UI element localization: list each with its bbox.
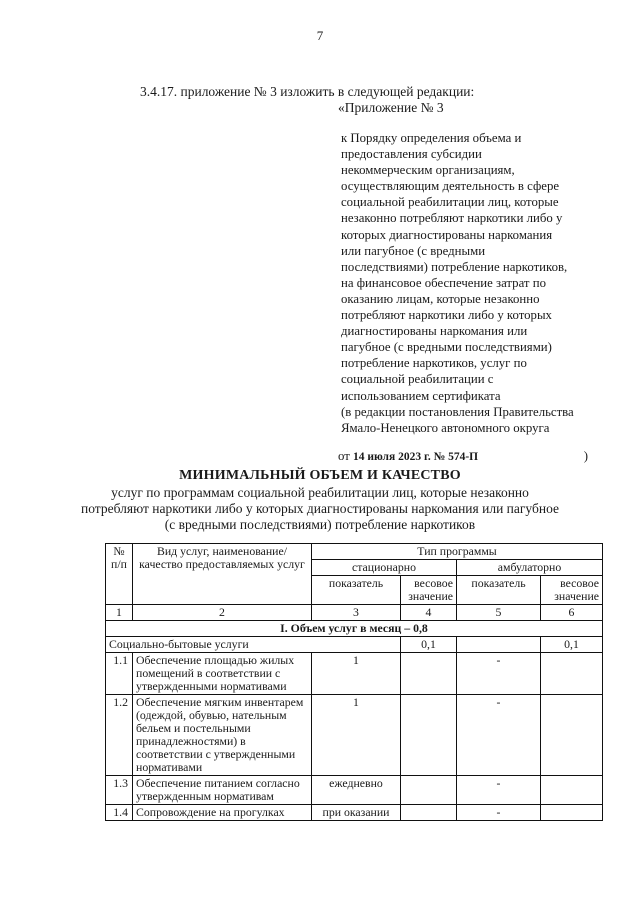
note-line: незаконно потребляют наркотики либо у	[341, 211, 563, 226]
edition-line	[338, 449, 588, 464]
row-number: 1.3	[106, 776, 133, 805]
appendix-note	[341, 130, 611, 436]
row-weight-ambulatory	[541, 776, 603, 805]
note-line: некоммерческим организациям,	[341, 163, 515, 178]
row-service: Сопровождение на прогулках	[133, 805, 312, 821]
row-weight-stationary	[401, 653, 457, 695]
document-subtitle: услуг по программам социальной реабилитации лиц, которые незаконно потребляют наркотики либо у которых диагностированы наркомания или пагубное (с вредными последствиями) потребление наркотиков	[80, 485, 559, 532]
amendment-intro: 3.4.17. приложение № 3 изложить в следующей редакции:	[140, 84, 475, 99]
note-line: использованием сертификата	[341, 388, 501, 403]
edition-close: )	[583, 449, 588, 463]
note-line: к Порядку определения объема и	[341, 131, 522, 145]
row-weight-ambulatory	[541, 653, 603, 695]
page-number: 7	[316, 28, 324, 43]
table-row	[106, 653, 603, 695]
note-line: на финансовое обеспечение затрат по	[341, 275, 546, 290]
section-title: I. Объем услуг в месяц – 0,8	[106, 621, 603, 637]
row-number: 1.4	[106, 805, 133, 821]
column-number: 6	[541, 605, 603, 621]
row-indicator-ambulatory: -	[457, 653, 541, 695]
row-indicator-stationary: ежедневно	[312, 776, 401, 805]
column-number: 5	[457, 605, 541, 621]
row-weight-stationary	[401, 805, 457, 821]
note-line: или пагубное (с вредными	[341, 243, 486, 258]
table-row	[106, 776, 603, 805]
note-line: диагностированы наркомания или	[341, 324, 528, 339]
group-empty-cell	[457, 637, 541, 653]
group-weight-stationary: 0,1	[401, 637, 457, 653]
row-indicator-stationary: при оказании	[312, 805, 401, 821]
table-row	[106, 805, 603, 821]
header-weight-stationary: весовое значение	[401, 576, 457, 605]
row-service: Обеспечение площадью жилых помещений в соответствии с утвержденными нормативами	[133, 653, 312, 695]
column-number: 1	[106, 605, 133, 621]
note-line: (в редакции постановления Правительства	[341, 404, 574, 419]
row-indicator-stationary: 1	[312, 653, 401, 695]
column-number: 2	[133, 605, 312, 621]
note-line: оказанию лицам, которые незаконно	[341, 291, 540, 306]
column-number-row	[106, 605, 603, 621]
row-indicator-ambulatory: -	[457, 776, 541, 805]
note-line: пагубное (с вредными последствиями)	[341, 340, 552, 355]
note-line: потребляют наркотики либо у которых	[341, 308, 552, 323]
row-number: 1.2	[106, 695, 133, 776]
group-name: Социально-бытовые услуги	[106, 637, 401, 653]
group-weight-ambulatory: 0,1	[541, 637, 603, 653]
header-indicator-ambulatory: показатель	[457, 576, 541, 605]
header-weight-ambulatory: весовое значение	[541, 576, 603, 605]
note-line: социальной реабилитации лиц, которые	[341, 195, 559, 210]
column-number: 4	[401, 605, 457, 621]
row-indicator-ambulatory: -	[457, 695, 541, 776]
note-line: предоставления субсидии	[341, 147, 482, 162]
note-line: осуществляющим деятельность в сфере	[341, 179, 560, 194]
row-number: 1.1	[106, 653, 133, 695]
column-number: 3	[312, 605, 401, 621]
header-stationary: стационарно	[312, 560, 457, 576]
note-line: социальной реабилитации с	[341, 372, 494, 387]
header-indicator-stationary: показатель	[312, 576, 401, 605]
edition-date: 14 июля 2023 г. № 574-П	[353, 451, 479, 463]
section-row	[106, 621, 603, 637]
row-service: Обеспечение мягким инвентарем (одеждой, обувью, нательным бельем и постельными принадлежностями) в соответствии с утвержденными нормативами	[133, 695, 312, 776]
group-row	[106, 637, 603, 653]
note-line: которых диагностированы наркомания	[341, 227, 553, 242]
services-table	[105, 543, 603, 821]
document-title: МИНИМАЛЬНЫЙ ОБЪЕМ И КАЧЕСТВО	[179, 468, 461, 483]
header-program-type: Тип программы	[312, 544, 603, 560]
note-line: потребление наркотиков, услуг по	[341, 356, 527, 371]
table-header-row	[106, 544, 603, 560]
row-weight-ambulatory	[541, 805, 603, 821]
row-indicator-ambulatory: -	[457, 805, 541, 821]
header-service: Вид услуг, наименование/качество предоставляемых услуг	[133, 544, 312, 605]
edition-prefix: от	[338, 449, 350, 463]
table-row	[106, 695, 603, 776]
row-weight-ambulatory	[541, 695, 603, 776]
appendix-label: «Приложение № 3	[338, 100, 444, 115]
row-indicator-stationary: 1	[312, 695, 401, 776]
note-line: последствиями) потребление наркотиков,	[341, 259, 568, 274]
header-ambulatory: амбулаторно	[457, 560, 603, 576]
note-line: Ямало-Ненецкого автономного округа	[341, 420, 550, 435]
row-weight-stationary	[401, 695, 457, 776]
row-weight-stationary	[401, 776, 457, 805]
row-service: Обеспечение питанием согласно утвержденным нормативам	[133, 776, 312, 805]
header-num: № п/п	[106, 544, 133, 605]
